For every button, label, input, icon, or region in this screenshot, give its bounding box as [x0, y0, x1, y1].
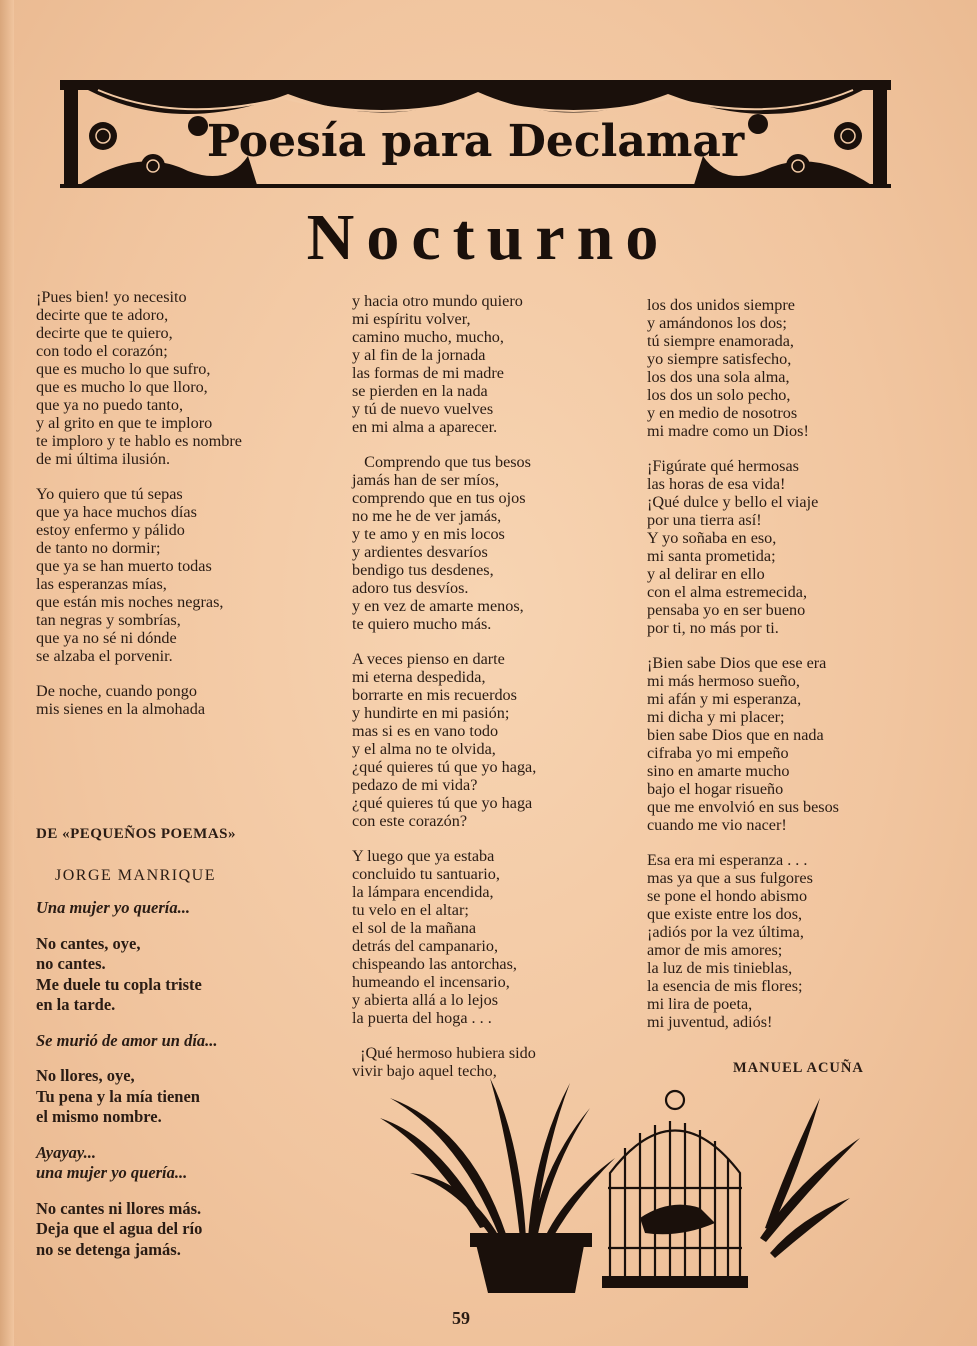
poem-line: tan negras y sombrías, [36, 611, 181, 629]
poem-line: te imploro y te hablo es nombre [36, 432, 242, 450]
stanza [36, 934, 218, 1016]
poem-line: las horas de esa vida! [647, 475, 786, 493]
poem-line: jamás han de ser míos, [352, 471, 499, 489]
poem-line: se pone el hondo abismo [647, 887, 808, 905]
poem-line: mi dicha y mi placer; [647, 708, 785, 726]
poem-line: ¿qué quieres tú que yo haga, [352, 758, 537, 776]
poem-line: Esa era mi esperanza . . . [647, 851, 808, 869]
poem-line: Una mujer yo quería... [36, 898, 191, 917]
poem-line: mi espíritu volver, [352, 310, 471, 328]
poem-line: con todo el corazón; [36, 342, 168, 360]
poem-line: y amándonos los dos; [647, 314, 787, 332]
stanza [352, 650, 536, 830]
stanza [647, 654, 839, 834]
poem-line: se pierden en la nada [352, 382, 488, 400]
poem-line: ¡adiós por la vez última, [647, 923, 804, 941]
poem-title: Nocturno [306, 201, 671, 274]
poem-line: humeando el incensario, [352, 973, 510, 991]
poem-line: por una tierra así! [647, 511, 762, 529]
refrain-stanza [36, 1031, 218, 1052]
poem-line: ¿qué quieres tú que yo haga [352, 794, 533, 812]
poem-line: Ayayay... [36, 1142, 97, 1162]
poem-line: Se murió de amor un día... [36, 1030, 218, 1050]
poem-line: pensaba yo en ser bueno [647, 601, 806, 619]
poem-line: y hundirte en mi pasión; [352, 704, 510, 722]
poem-line: Y luego que ya estaba [352, 847, 495, 865]
poem-line: bien sabe Dios que en nada [647, 726, 824, 744]
poem-line: no se detenga jamás. [36, 1239, 181, 1259]
poem-line: No cantes ni llores más. [36, 1198, 202, 1218]
poem-line: la lámpara encendida, [352, 883, 494, 901]
poem-line: los dos un solo pecho, [647, 386, 791, 404]
poem-line: mi santa prometida; [647, 547, 776, 565]
poem-line: que es mucho lo que lloro, [36, 378, 208, 396]
poem-line: y al fin de la jornada [352, 346, 486, 364]
poem-line: concluido tu santuario, [352, 865, 500, 883]
poem-line: no cantes. [36, 954, 106, 973]
poem-line: mis sienes en la almohada [36, 700, 206, 718]
poem-line: ¡Bien sabe Dios que ese era [647, 654, 827, 672]
poem-line: yo siempre satisfecho, [647, 350, 792, 368]
poem-line: y tú de nuevo vuelves [352, 400, 494, 418]
poem-line: ¡Qué hermoso hubiera sido [352, 1044, 536, 1062]
poem-line: y al grito en que te imploro [36, 414, 213, 432]
poem-line: y ardientes desvaríos [352, 543, 488, 561]
stanza [647, 296, 839, 440]
poem-line: en mi alma a aparecer. [352, 418, 498, 436]
poem-line: que me envolvió en sus besos [647, 798, 839, 816]
poem-line: y hacia otro mundo quiero [352, 292, 523, 310]
poem-line: te quiero mucho más. [352, 615, 492, 633]
poem-line: bajo el hogar risueño [647, 780, 784, 798]
page-number: 59 [452, 1308, 470, 1328]
poem-line: el mismo nombre. [36, 1107, 162, 1126]
poem-column-1 [36, 288, 242, 735]
poem-line: cuando me vio nacer! [647, 816, 787, 834]
poem-line: No cantes, oye, [36, 933, 141, 953]
poem-line: ¡Qué dulce y bello el viaje [647, 493, 819, 511]
poem-line: y abierta allá a lo lejos [352, 991, 499, 1009]
poem-line: y el alma no te olvida, [352, 740, 496, 758]
poem-line: una mujer yo quería... [36, 1163, 188, 1182]
poem-line: mi más hermoso sueño, [647, 672, 800, 690]
poem-line: que existe entre los dos, [647, 905, 803, 923]
poem-line: estoy enfermo y pálido [36, 521, 185, 539]
poem-line: mas si es en vano todo [352, 722, 499, 740]
poem-line: mi juventud, adiós! [647, 1013, 773, 1031]
poem-line: en la tarde. [36, 995, 116, 1014]
poem-line: se alzaba el porvenir. [36, 647, 173, 665]
poem-line: y en medio de nosotros [647, 404, 798, 422]
poem-line: Me duele tu copla triste [36, 974, 202, 994]
poem-line: de mi última ilusión. [36, 450, 170, 468]
poem-line: que están mis noches negras, [36, 593, 224, 611]
poem-line: Yo quiero que tú sepas [36, 485, 183, 503]
stanza [647, 851, 839, 1031]
poem-line: decirte que te adoro, [36, 306, 169, 324]
poem-line: vivir bajo aquel techo, [352, 1062, 497, 1080]
poem-line: mi madre como un Dios! [647, 422, 809, 440]
poem-line: el sol de la mañana [352, 919, 477, 937]
poem-line: No llores, oye, [36, 1066, 135, 1085]
poem-line: pedazo de mi vida? [352, 776, 478, 794]
poem-line: adoro tus desvíos. [352, 579, 469, 597]
secondary-author: JORGE MANRIQUE [55, 867, 216, 884]
stanza [352, 453, 536, 633]
poem-line: que es mucho lo que sufro, [36, 360, 211, 378]
poem-line: ¡Figúrate qué hermosas [647, 457, 799, 475]
poem-line: las esperanzas mías, [36, 575, 167, 593]
poem-line: bendigo tus desdenes, [352, 561, 494, 579]
poem-line: mi afán y mi esperanza, [647, 690, 802, 708]
poem-line: con este corazón? [352, 812, 468, 830]
poem-line: Tu pena y la mía tienen [36, 1086, 200, 1106]
poem-line: amor de mis amores; [647, 941, 783, 959]
poem-line: decirte que te quiero, [36, 324, 173, 342]
poem-line: detrás del campanario, [352, 937, 499, 955]
poem-line: con el alma estremecida, [647, 583, 807, 601]
poem-line: que ya no sé ni dónde [36, 629, 177, 647]
secondary-poem [36, 898, 218, 1275]
poem-line: los dos unidos siempre [647, 296, 795, 314]
poem-line: de tanto no dormir; [36, 539, 161, 557]
poem-line: y al delirar en ello [647, 565, 765, 583]
poem-line: las formas de mi madre [352, 364, 504, 382]
poem-column-3 [647, 296, 839, 1048]
poem-line: A veces pienso en darte [352, 650, 505, 668]
poem-line: y en vez de amarte menos, [352, 597, 524, 615]
poem-line: sino en amarte mucho [647, 762, 790, 780]
section-banner-title: Poesía para Declamar [206, 116, 745, 167]
stanza [352, 292, 536, 436]
poem-column-2 [352, 292, 536, 1097]
poem-line: tú siempre enamorada, [647, 332, 794, 350]
poem-line: los dos una sola alma, [647, 368, 790, 386]
stanza [647, 457, 839, 637]
refrain-stanza [36, 1143, 218, 1184]
birdcage-with-potted-fern-icon [370, 1078, 870, 1293]
poem-line: tu velo en el altar; [352, 901, 469, 919]
poem-line: que ya no puedo tanto, [36, 396, 183, 414]
poem-line: De noche, cuando pongo [36, 682, 197, 700]
poem-line: borrarte en mis recuerdos [352, 686, 517, 704]
poem-line: cifraba yo mi empeño [647, 744, 789, 762]
poem-line: camino mucho, mucho, [352, 328, 504, 346]
stanza [36, 1199, 218, 1261]
stanza [36, 485, 242, 665]
poem-line: Y yo soñaba en eso, [647, 529, 777, 547]
poem-line: que ya hace muchos días [36, 503, 197, 521]
poem-line: Comprendo que tus besos [352, 453, 531, 471]
stanza [36, 682, 242, 718]
header-banner [58, 76, 893, 192]
poem-author-signature: MANUEL ACUÑA [733, 1060, 864, 1076]
poem-line: la puerta del hoga . . . [352, 1009, 492, 1027]
poem-line: chispeando las antorchas, [352, 955, 517, 973]
poem-line: no me he de ver jamás, [352, 507, 502, 525]
refrain-stanza [36, 898, 218, 919]
stanza [36, 1066, 218, 1128]
stanza [36, 288, 242, 468]
poem-line: comprendo que en tus ojos [352, 489, 526, 507]
secondary-section-heading: DE «PEQUEÑOS POEMAS» [36, 826, 237, 842]
poem-line: mi lira de poeta, [647, 995, 753, 1013]
poem-line: que ya se han muerto todas [36, 557, 212, 575]
poem-line: y te amo y en mis locos [352, 525, 505, 543]
poem-line: por ti, no más por ti. [647, 619, 779, 637]
stanza [352, 847, 536, 1027]
poem-line: la esencia de mis flores; [647, 977, 803, 995]
poem-line: ¡Pues bien! yo necesito [36, 288, 187, 306]
stanza [352, 1044, 536, 1080]
poem-line: mas ya que a sus fulgores [647, 869, 813, 887]
poem-line: mi eterna despedida, [352, 668, 486, 686]
poem-line: la luz de mis tinieblas, [647, 959, 793, 977]
poem-line: Deja que el agua del río [36, 1219, 203, 1238]
